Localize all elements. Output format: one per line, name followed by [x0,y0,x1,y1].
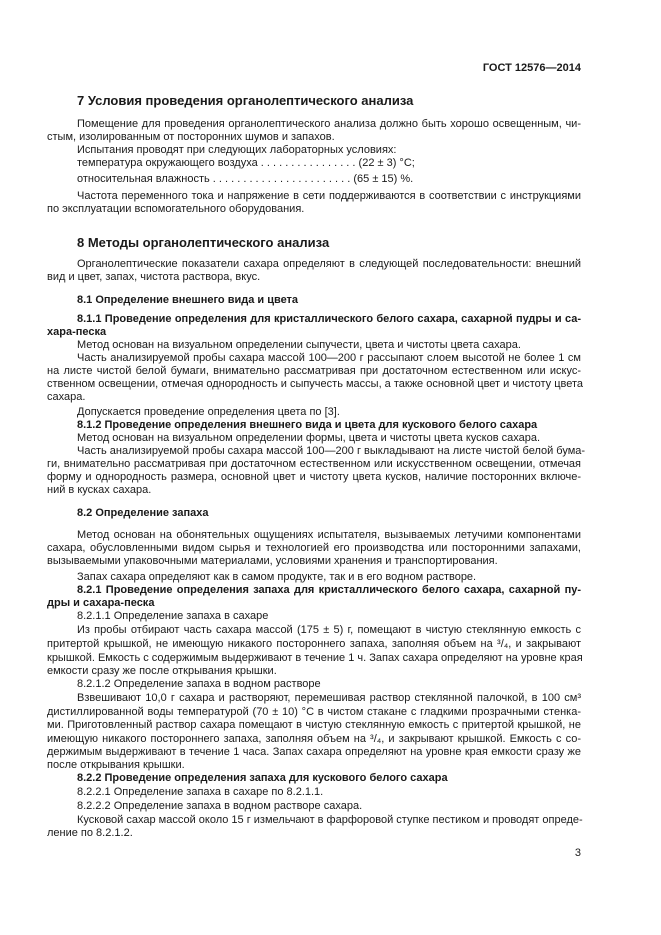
section-7-title: 7 Условия проведения органолептического анализа [77,93,414,108]
subsection-8-2-title: 8.2 Определение запаха [77,507,209,519]
paragraph-line: Органолептические показатели сахара определяют в следующей последовательности: внешний [77,258,581,270]
section-8-title: 8 Методы органолептического анализа [77,235,330,250]
subsection-8-1-2-title: 8.1.2 Проведение определения внешнего вида и цвета для кускового белого сахара [77,419,538,431]
subsection-8-1-1-title-cont: хара-песка [47,326,107,338]
condition-humidity: относительная влажность . . . . . . . . . . . . . . . . . . . . . . . (65 ± 15) %. [77,173,414,185]
paragraph-line: форму и однородность размера, основной цвет и чистоту цвета кусков, наличие посторонних включе- [47,471,581,483]
paragraph-line: Метод основан на визуальном определении сыпучести, цвета и чистоты цвета сахара. [77,339,521,351]
clause-8-2-2-1: 8.2.2.1 Определение запаха в сахаре по 8.2.1.1. [77,786,324,798]
paragraph-line: стым, изолированным от посторонних шумов и запахов. [47,131,335,143]
clause-8-2-1-1-title: 8.2.1.1 Определение запаха в сахаре [77,610,269,622]
paragraph-line: по эксплуатации вспомогательного оборудования. [47,203,305,215]
paragraph-line: Испытания проводят при следующих лабораторных условиях: [77,144,397,156]
page-number: 3 [574,847,581,859]
subsection-8-2-1-title-cont: дры и сахара-песка [47,597,155,609]
paragraph-line: держимым выдерживают в течение 1 часа. Запах сахара определяют на уровне края емкости сразу же [47,746,581,758]
paragraph-line: Допускается проведение определения цвета по [3]. [77,406,340,418]
paragraph-line: сахара. [47,391,86,403]
paragraph-line: Метод основан на визуальном определении формы, цвета и чистоты цвета кусков сахара. [77,432,541,444]
paragraph-line: сахара, обусловленными видом сырья и технологией его производства или посторонними запахами, [47,542,581,554]
paragraph-line: Кусковой сахар массой около 15 г измельчают в фарфоровой ступке пестиком и проводят опреде- [77,814,583,826]
paragraph-line: после открывания крышки. [47,759,185,771]
subsection-8-1-1-title: 8.1.1 Проведение определения для кристаллического белого сахара, сахарной пудры и са- [77,313,581,325]
paragraph-line: Помещение для проведения органолептического анализа должно быть хорошо освещенным, чи- [77,118,581,130]
standard-code-header: ГОСТ 12576—2014 [482,62,581,74]
paragraph-line: вызываемыми упаковочными материалами, условиями хранения и транспортирования. [47,555,498,567]
clause-8-2-1-2-title: 8.2.1.2 Определение запаха в водном растворе [77,678,321,690]
paragraph-line: ги, внимательно рассматривая при достаточном естественном или искусственном освещении, отмечая [47,458,581,470]
paragraph-line: вид и цвет, запах, чистота раствора, вкус. [47,271,261,283]
paragraph-line: ми. Приготовленный раствор сахара помещают в чистую стеклянную емкость с притертой крышкой, не [47,719,581,731]
subsection-8-2-2-title: 8.2.2 Проведение определения запаха для кускового белого сахара [77,772,448,784]
paragraph-line: Взвешивают 10,0 г сахара и растворяют, перемешивая раствор стеклянной палочкой, в 100 см³ [77,692,581,704]
paragraph-line: Часть анализируемой пробы сахара массой 100—200 г рассыпают слоем высотой не более 1 см [77,352,581,364]
paragraph-line: на листе чистой белой бумаги, внимательно рассматривая при достаточном естественном или искус- [47,365,581,377]
clause-8-2-2-2: 8.2.2.2 Определение запаха в водном растворе сахара. [77,800,363,812]
subsection-8-2-1-title: 8.2.1 Проведение определения запаха для кристаллического белого сахара, сахарной пу- [77,584,581,596]
paragraph-line: имеющую никакого постороннего запаха, заполняя объем на ³/₄, и закрывают крышкой. Емкость с со- [47,733,581,745]
paragraph-line: притертой крышкой, не имеющую никакого постороннего запаха, заполняя объем на ³/₄, и закрывают [47,638,581,650]
paragraph-line: емкости сразу же после открывания крышки. [47,665,277,677]
paragraph-line: Из пробы отбирают часть сахара массой (175 ± 5) г, помещают в чистую стеклянную емкость с [77,624,581,636]
paragraph-line: Метод основан на обонятельных ощущениях испытателя, вызываемых летучими компонентами [77,529,581,541]
paragraph-line: дистиллированной воды температурой (70 ± 10) °С в чистом стакане с гладкими прозрачными стенка- [47,706,581,718]
paragraph-line: Часть анализируемой пробы сахара массой 100—200 г выкладывают на листе чистой белой бума- [77,445,586,457]
paragraph-line: ний в кусках сахара. [47,484,152,496]
paragraph-line: крышкой. Емкость с содержимым выдерживают в течение 1 ч. Запах сахара определяют на уровне края [47,652,583,664]
subsection-8-1-title: 8.1 Определение внешнего вида и цвета [77,294,299,306]
paragraph-line: Частота переменного тока и напряжение в сети поддерживаются в соответствии с инструкциями [77,190,581,202]
paragraph-line: ление по 8.2.1.2. [47,827,133,839]
condition-temperature: температура окружающего воздуха . . . . . . . . . . . . . . . . (22 ± 3) °С; [77,157,415,169]
paragraph-line: Запах сахара определяют как в самом продукте, так и в его водном растворе. [77,571,477,583]
paragraph-line: ственном освещении, отмечая однородность и сыпучесть массы, а также основной цвет и чистоту цвета [47,378,584,390]
